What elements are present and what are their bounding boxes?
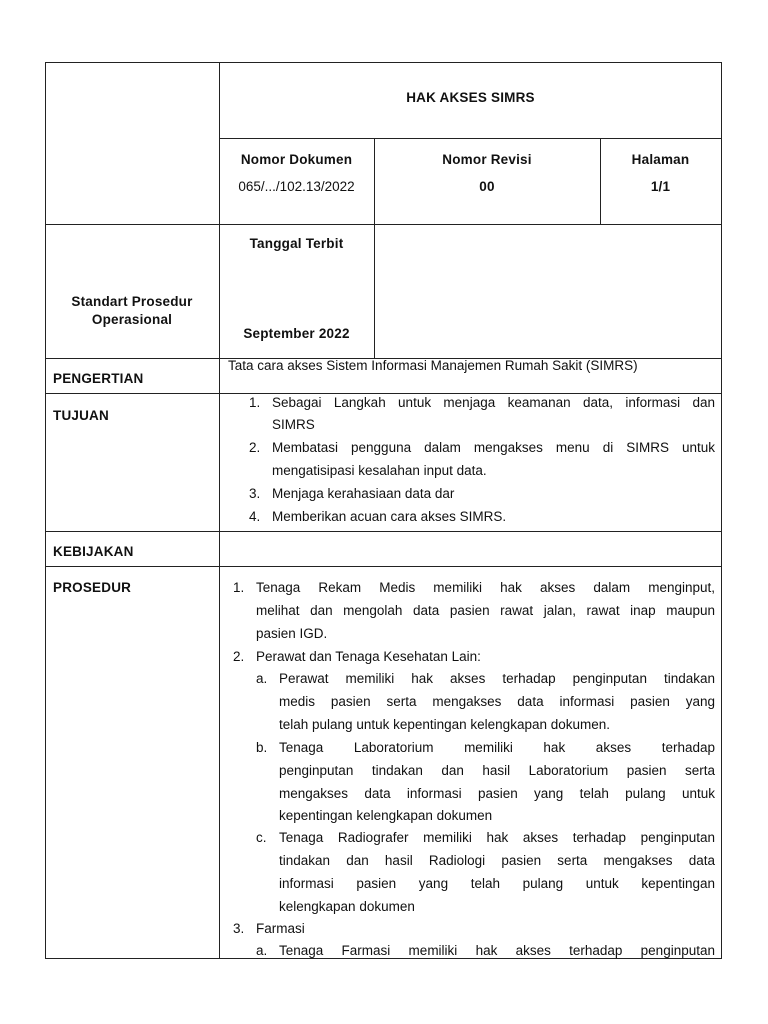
border-left — [45, 62, 46, 959]
border-top — [45, 62, 722, 63]
pengertian-text: Tata cara akses Sistem Informasi Manajemen Rumah Sakit (SIMRS) — [228, 358, 638, 373]
tanggal-terbit-label: Tanggal Terbit — [249, 236, 344, 251]
halaman-value: 1/1 — [650, 179, 671, 194]
prosedur-item-2c-line-2: tindakan dan hasil Radiologi pasien serta mengakses data — [279, 853, 715, 868]
document-title: HAK AKSES SIMRS — [406, 90, 535, 105]
tujuan-item-3-num: 3. — [249, 486, 261, 501]
prosedur-item-2a-line-1: Perawat memiliki hak akses terhadap penginputan tindakan — [279, 671, 715, 686]
prosedur-item-2a-num: a. — [256, 671, 268, 686]
sop-label-line2: Operasional — [91, 312, 173, 327]
prosedur-item-2b-line-1: Tenaga Laboratorium memiliki hak akses terhadap — [279, 740, 715, 755]
nomor-revisi-label: Nomor Revisi — [442, 152, 532, 167]
tujuan-item-2-num: 2. — [249, 440, 261, 455]
prosedur-item-1-line-3: pasien IGD. — [256, 626, 328, 641]
halaman-label: Halaman — [631, 152, 690, 167]
kebijakan-label: KEBIJAKAN — [53, 544, 134, 559]
prosedur-item-2b-num: b. — [256, 740, 268, 755]
nomor-dokumen-label: Nomor Dokumen — [240, 152, 353, 167]
prosedur-item-2c-line-3: informasi pasien yang telah pulang untuk kepentingan — [279, 876, 715, 891]
prosedur-item-2b-line-3: mengakses data informasi pasien yang telah pulang untuk — [279, 786, 715, 801]
divider-tujuan — [45, 531, 722, 532]
prosedur-item-2-num: 2. — [233, 649, 245, 664]
divider-kebijakan — [45, 566, 722, 567]
tujuan-item-3-line-1: Menjaga kerahasiaan data dar — [272, 486, 455, 501]
prosedur-item-2a-line-2: medis pasien serta mengakses data informasi pasien yang — [279, 694, 715, 709]
pengertian-label: PENGERTIAN — [53, 371, 144, 386]
prosedur-item-1-line-1: Tenaga Rekam Medis memiliki hak akses dalam menginput, — [256, 580, 715, 595]
prosedur-item-2b-line-2: penginputan tindakan dan hasil Laboratorium pasien serta — [279, 763, 715, 778]
prosedur-item-2-line-1: Perawat dan Tenaga Kesehatan Lain: — [256, 649, 481, 664]
border-right — [721, 62, 722, 959]
prosedur-item-3-num: 3. — [233, 921, 245, 936]
prosedur-item-2b-line-4: kepentingan kelengkapan dokumen — [279, 808, 493, 823]
tujuan-item-2-line-1: Membatasi pengguna dalam mengakses menu di SIMRS untuk — [272, 440, 715, 455]
prosedur-label: PROSEDUR — [53, 580, 132, 595]
tujuan-item-1-line-2: SIMRS — [272, 417, 315, 432]
prosedur-item-1-num: 1. — [233, 580, 245, 595]
tujuan-item-4-num: 4. — [249, 509, 261, 524]
divider-main — [219, 62, 220, 959]
nomor-dokumen-value: 065/.../102.13/2022 — [238, 179, 355, 194]
prosedur-item-2a-line-3: telah pulang untuk kepentingan kelengkapan dokumen. — [279, 717, 611, 732]
prosedur-item-2c-line-1: Tenaga Radiografer memiliki hak akses terhadap penginputan — [279, 830, 715, 845]
tujuan-item-1-num: 1. — [249, 395, 261, 410]
sop-label-line1: Standart Prosedur — [71, 294, 193, 309]
prosedur-item-3a-num: a. — [256, 943, 268, 958]
divider-header — [45, 224, 722, 225]
divider-title — [219, 138, 722, 139]
divider-nomor — [374, 138, 375, 358]
prosedur-item-1-line-2: melihat dan mengolah data pasien rawat jalan, rawat inap maupun — [256, 603, 715, 618]
prosedur-item-3-line-1: Farmasi — [256, 921, 305, 936]
tujuan-item-1-line-1: Sebagai Langkah untuk menjaga keamanan data, informasi dan — [272, 395, 715, 410]
prosedur-item-2c-line-4: kelengkapan dokumen — [279, 899, 415, 914]
prosedur-item-2c-num: c. — [256, 830, 267, 845]
nomor-revisi-value: 00 — [479, 179, 495, 194]
prosedur-item-3a-line-1: Tenaga Farmasi memiliki hak akses terhadap penginputan — [279, 943, 715, 958]
tanggal-terbit-value: September 2022 — [243, 326, 350, 341]
tujuan-item-4-line-1: Memberikan acuan cara akses SIMRS. — [272, 509, 507, 524]
tujuan-item-2-line-2: mengatisipasi kesalahan input data. — [272, 463, 487, 478]
tujuan-label: TUJUAN — [53, 408, 109, 423]
